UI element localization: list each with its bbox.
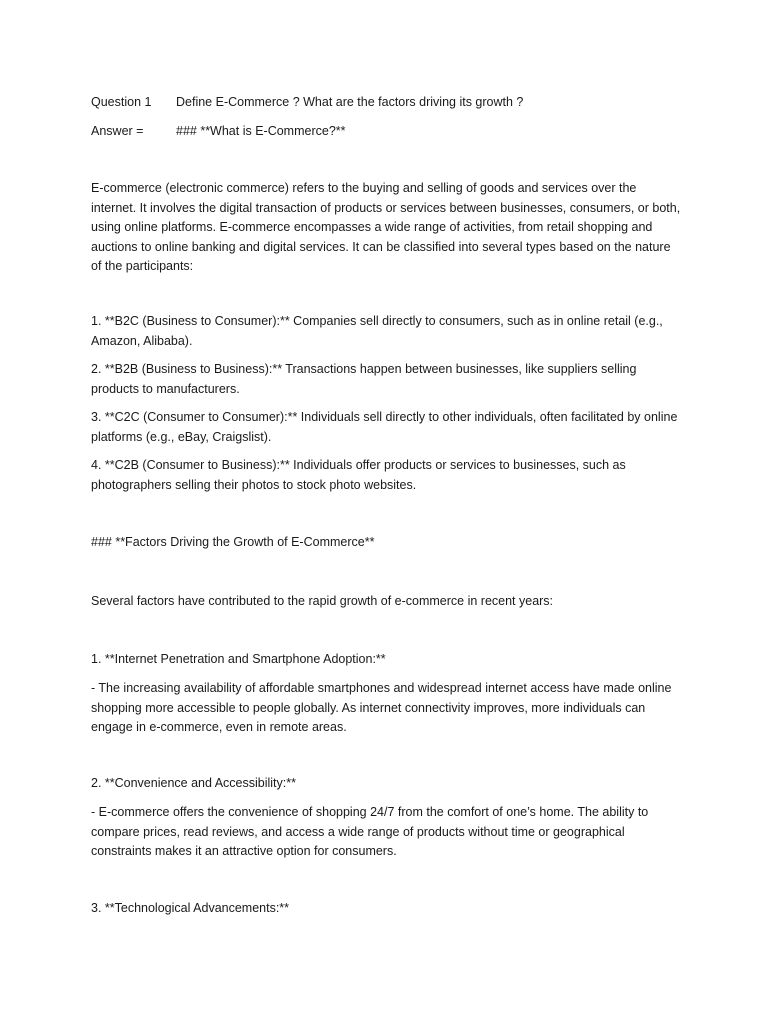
type-item-c2c: 3. **C2C (Consumer to Consumer):** Individuals sell directly to other individuals, often facilitated by online platforms (e.g., eBay, Craigslist). <box>91 410 678 444</box>
type-item-b2c: 1. **B2C (Business to Consumer):** Companies sell directly to consumers, such as in online retail (e.g., Amazon, Alibaba). <box>91 314 663 348</box>
intro-paragraph: E-commerce (electronic commerce) refers to the buying and selling of goods and services over the internet. It involves the digital transaction of products or services between businesses, consumers, or both, using online platforms. E-commerce encompasses a wide range of activities, from retail shopping and auctions to online banking and digital services. It can be classified into several types based on the nature of the participants: <box>91 181 681 273</box>
question-line <box>91 93 691 113</box>
factor-title-technology: 3. **Technological Advancements:** <box>91 901 290 915</box>
answer-line <box>91 122 691 142</box>
question-text: Define E-Commerce ? What are the factors driving its growth ? <box>176 95 524 109</box>
factors-intro: Several factors have contributed to the rapid growth of e-commerce in recent years: <box>91 594 554 608</box>
factors-heading: ### **Factors Driving the Growth of E-Commerce** <box>91 535 375 549</box>
factor-detail-internet: - The increasing availability of affordable smartphones and widespread internet access have made online shopping more accessible to people globally. As internet connectivity improves, more individuals can engage in e-commerce, even in remote areas. <box>91 681 672 734</box>
factor-title-internet: 1. **Internet Penetration and Smartphone Adoption:** <box>91 652 386 666</box>
type-item-c2b: 4. **C2B (Consumer to Business):** Individuals offer products or services to businesses, such as photographers selling their photos to stock photo websites. <box>91 458 626 492</box>
type-item-b2b: 2. **B2B (Business to Business):** Transactions happen between businesses, like suppliers selling products to manufacturers. <box>91 362 637 396</box>
factor-detail-convenience: - E-commerce offers the convenience of shopping 24/7 from the comfort of one’s home. The ability to compare prices, read reviews, and access a wide range of products without time or geographical constraints makes it an attractive option for consumers. <box>91 805 649 858</box>
answer-heading: ### **What is E-Commerce?** <box>176 124 346 138</box>
answer-label: Answer = <box>91 124 144 138</box>
question-label: Question 1 <box>91 95 152 109</box>
factor-title-convenience: 2. **Convenience and Accessibility:** <box>91 776 296 790</box>
